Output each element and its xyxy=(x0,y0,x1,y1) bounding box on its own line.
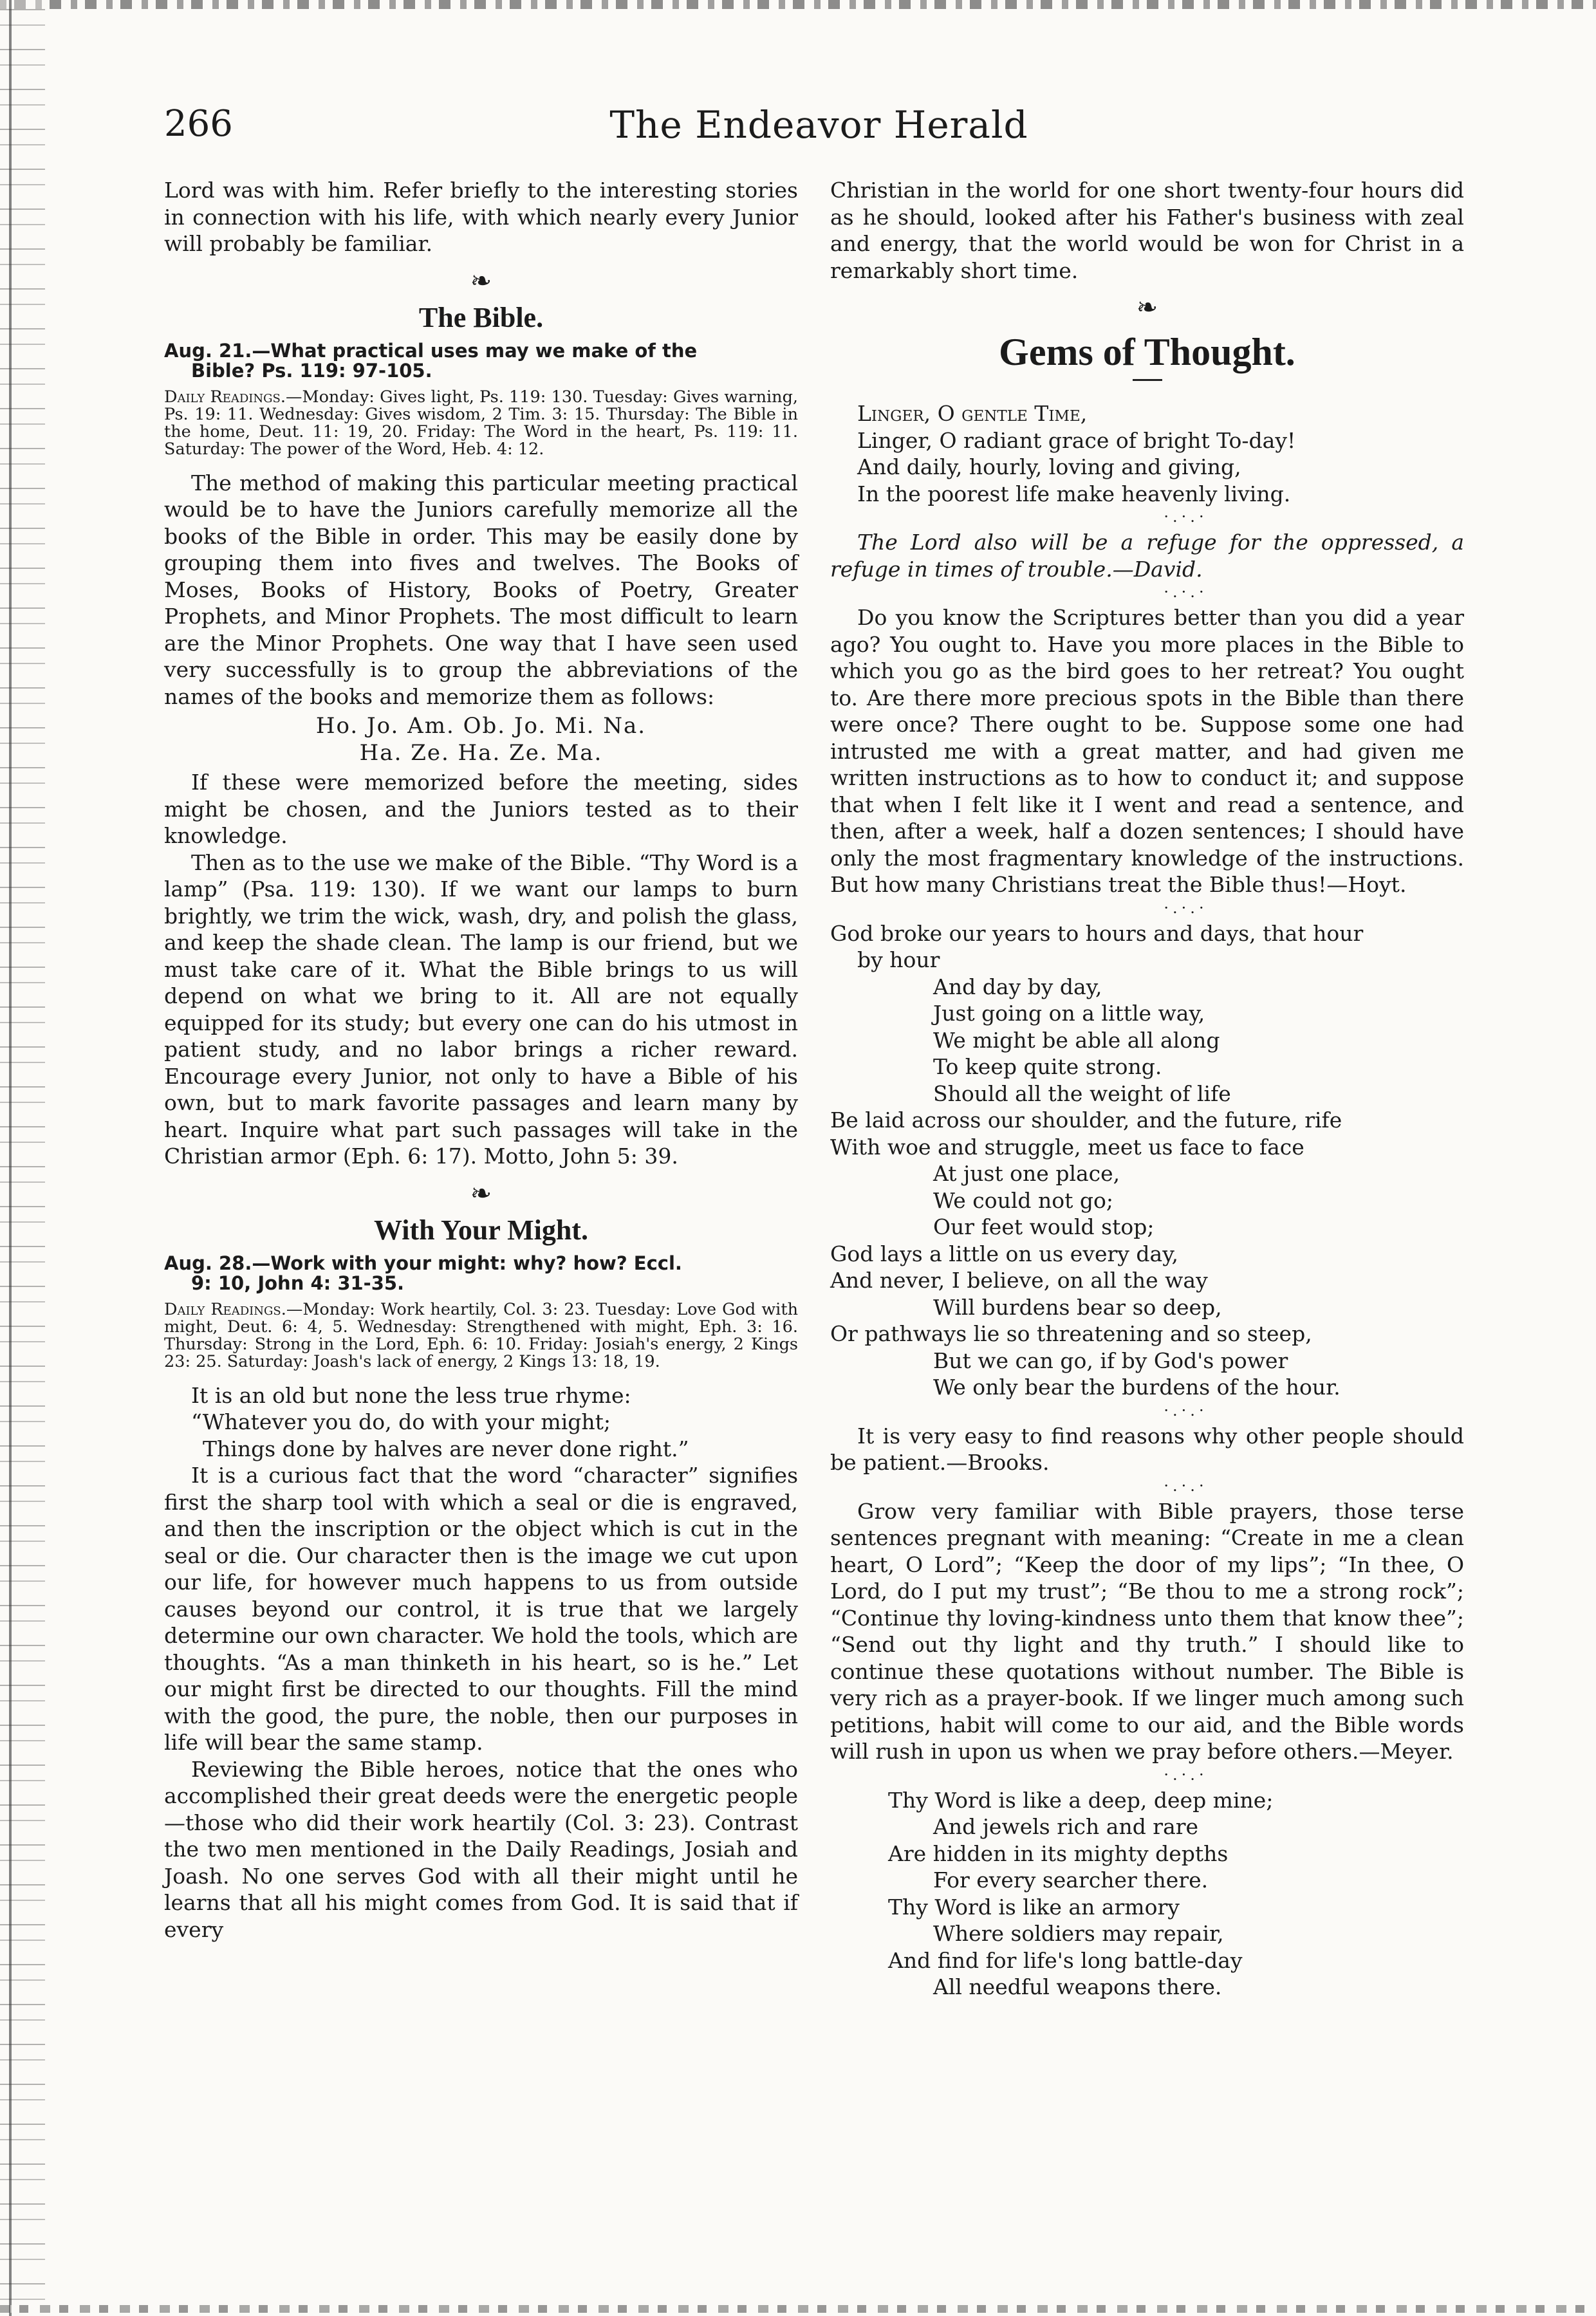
rhyme-line: Things done by halves are never done right.” xyxy=(203,1436,689,1461)
poem-line: Are hidden in its mighty depths xyxy=(888,1840,1229,1866)
poem-line: And day by day, xyxy=(933,974,1102,999)
dots-separator: ·.·.· xyxy=(1164,583,1208,601)
poem-line: We could not go; xyxy=(933,1187,1114,1213)
section-with-your-might xyxy=(164,1214,798,1943)
scan-bottom-edge xyxy=(0,2305,1596,2313)
poem-line: by hour xyxy=(857,947,940,972)
gem-quote-david: The Lord also will be a refuge for the oppressed, a refuge in times of trouble.—David. xyxy=(830,530,1464,582)
fleuron-ornament-icon: ❧ xyxy=(470,1178,492,1209)
scripture-reference-aug-21 xyxy=(164,341,798,381)
poem-line: But we can go, if by God's power xyxy=(933,1348,1288,1373)
daily-readings-label: Daily Readings. xyxy=(164,387,286,407)
body-paragraph: If these were memorized before the meeting, sides might be chosen, and the Juniors tested as to their knowledge. xyxy=(164,770,798,848)
poem-line: And daily, hourly, loving and giving, xyxy=(857,454,1241,479)
scan-left-rule xyxy=(9,0,12,2316)
poem-line: At just one place, xyxy=(933,1161,1120,1186)
gem-poem-hours-and-days xyxy=(830,920,1464,1401)
rhyme-line: “Whatever you do, do with your might; xyxy=(191,1409,611,1434)
poem-line: Will burdens bear so deep, xyxy=(933,1294,1222,1320)
poem-line: Should all the weight of life xyxy=(933,1080,1231,1106)
poem-line: We only bear the burdens of the hour. xyxy=(933,1375,1341,1400)
body-paragraph: Then as to the use we make of the Bible. “Thy Word is a lamp” (Psa. 119: 130). If we want our lamps to burn brightly, we trim the wick, wash, dry, and polish the glass, and keep the shade clean. The lamp is our friend, but we must take care of it. What the Bible brings to us will depend on what we bring to it. All are not equally equipped for its study; but every one can do his utmost in patient study, and no labor brings a richer reward. Encourage every Junior, not only to have a Bible of his own, but to mark favorite passages and learn many by heart. Inquire what part such passages will take in the Christian armor (Eph. 6: 17). Motto, John 5: 39. xyxy=(164,849,798,1169)
poem-line: We might be able all along xyxy=(933,1027,1220,1053)
scripture-line: Bible? Ps. 119: 97-105. xyxy=(191,359,432,382)
dots-separator: ·.·.· xyxy=(1164,1401,1208,1420)
poem-line: Thy Word is like an armory xyxy=(888,1894,1180,1920)
poem-line: God broke our years to hours and days, that hour xyxy=(830,920,1364,946)
daily-readings-text: —Monday: Work heartily, Col. 3: 23. Tuesday: Love God with might, Deut. 6: 4, 5. Wednesday: Strengthened with might, Eph. 3: 16. Thursday: Strong in the Lord, Eph. 6: 10. Friday: Josiah's energy, 2 Kings 23: 25. Saturday: Joash's lack of energy, 2 Kings 13: 18, 19. xyxy=(164,1299,798,1371)
poem-line: Linger, O gentle Time, xyxy=(857,401,1088,426)
prophet-abbreviations xyxy=(164,712,798,766)
title-rule xyxy=(1133,379,1162,381)
dots-separator: ·.·.· xyxy=(1164,1476,1208,1495)
section-the-bible xyxy=(164,301,798,1170)
poem-line: Just going on a little way, xyxy=(933,1001,1205,1026)
dots-separator: ·.·.· xyxy=(1164,1765,1208,1784)
poem-line: Be laid across our shoulder, and the future, rife xyxy=(830,1107,1342,1133)
section-heading-with-your-might: With Your Might. xyxy=(374,1214,588,1246)
scripture-reference-aug-28 xyxy=(164,1254,798,1293)
left-column xyxy=(164,177,798,1943)
poem-line: To keep quite strong. xyxy=(933,1054,1162,1079)
poem-line: Our feet would stop; xyxy=(933,1214,1155,1239)
poem-line: For every searcher there. xyxy=(933,1867,1209,1893)
dots-separator: ·.·.· xyxy=(1164,508,1208,526)
poem-line: With woe and struggle, meet us face to face xyxy=(830,1134,1304,1160)
gem-poem-linger xyxy=(830,400,1464,507)
right-intro-paragraph: Christian in the world for one short twenty-four hours did as he should, looked after his Father's business with zeal and energy, that the world would be won for Christ in a remarkably short time. xyxy=(830,178,1464,283)
fleuron-ornament-icon: ❧ xyxy=(470,266,492,296)
scripture-line: Aug. 28.—Work with your might: why? how? Eccl. xyxy=(164,1252,682,1274)
scripture-line: Aug. 21.—What practical uses may we make of the xyxy=(164,339,698,362)
daily-readings-label: Daily Readings. xyxy=(164,1299,286,1319)
page-header xyxy=(164,103,1474,154)
gem-quote-hoyt: Do you know the Scriptures better than you did a year ago? You ought to. Have you more places in the Bible to which you go as the bird goes to her retreat? You ought to. Are there more precious spots in the Bible than there were once? There ought to be. Suppose some one had intrusted me with a great matter, and had given me written instructions as to how to conduct it; and suppose that when I felt like it I went and read a sentence, and then, after a week, half a dozen sentences; I should have only the most fragmentary knowledge of the instructions. But how many Christians treat the Bible thus!—Hoyt. xyxy=(830,605,1464,897)
body-paragraph: Reviewing the Bible heroes, notice that the ones who accomplished their great deeds were the energetic people—those who did their work heartily (Col. 3: 23). Contrast the two men mentioned in the Daily Readings, Josiah and Joash. No one serves God with all their might until he learns that all his might comes from God. It is said that if every xyxy=(164,1756,798,1942)
body-paragraph: The method of making this particular meeting practical would be to have the Juniors carefully memorize all the books of the Bible in order. This may be easily done by grouping them into fives and twelves. The Books of Moses, Books of History, Books of Poetry, Greater Prophets, and Minor Prophets. The most difficult to learn are the Minor Prophets. One way that I have seen used very successfully is to group the abbreviations of the names of the books and memorize them as follows: xyxy=(164,470,798,709)
right-column xyxy=(830,177,1464,2005)
poem-line: And jewels rich and rare xyxy=(933,1814,1199,1839)
rhyme-quote xyxy=(164,1409,798,1462)
daily-readings-text: —Monday: Gives light, Ps. 119: 130. Tuesday: Gives warning, Ps. 19: 11. Wednesday: Gives wisdom, 2 Tim. 3: 15. Thursday: The Bible in the home, Deut. 11: 19, 20. Friday: The Word in the heart, Ps. 119: 11. Saturday: The power of the Word, Heb. 4: 12. xyxy=(164,387,799,459)
page-number: 266 xyxy=(164,103,233,145)
gem-poem-thy-word xyxy=(830,1787,1464,2001)
section-heading-the-bible: The Bible. xyxy=(418,301,544,333)
body-paragraph: It is a curious fact that the word “character” signifies first the sharp tool with which a seal or die is engraved, and then the inscription or the object which is cut in the seal or die. Our character then is the image we cut upon our life, for however much happens to us from outside causes beyond our control, it is true that we largely determine our own character. We hold the tools, which are thoughts. “As a man thinketh in his heart, so is he.” Let our might first be directed to our thoughts. Fill the mind with the good, the pure, the noble, then our purposes in life will bear the same stamp. xyxy=(164,1463,798,1755)
poem-line: Or pathways lie so threatening and so steep, xyxy=(830,1321,1312,1346)
poem-line: God lays a little on us every day, xyxy=(830,1241,1178,1266)
scripture-line: 9: 10, John 4: 31-35. xyxy=(191,1272,405,1294)
fleuron-ornament-icon: ❧ xyxy=(1136,293,1158,322)
scan-top-edge xyxy=(0,0,1596,9)
poem-line: Linger, O radiant grace of bright To-day! xyxy=(857,427,1296,453)
abbreviation-line: Ho. Jo. Am. Ob. Jo. Mi. Na. xyxy=(315,713,647,739)
dots-separator: ·.·.· xyxy=(1164,898,1208,917)
poem-line: In the poorest life make heavenly living. xyxy=(857,481,1291,506)
gem-quote-brooks: It is very easy to find reasons why other people should be patient.—Brooks. xyxy=(830,1423,1464,1475)
poem-line: Thy Word is like a deep, deep mine; xyxy=(888,1787,1274,1813)
body-paragraph: It is an old but none the less true rhyme: xyxy=(191,1382,631,1408)
daily-readings-aug-21 xyxy=(164,389,798,458)
abbreviation-line: Ha. Ze. Ha. Ze. Ma. xyxy=(359,740,603,766)
poem-line: And never, I believe, on all the way xyxy=(830,1268,1208,1293)
left-intro-paragraph: Lord was with him. Refer briefly to the interesting stories in connection with his life, with which nearly every Junior will probably be familiar. xyxy=(164,178,798,256)
poem-line: All needful weapons there. xyxy=(933,1974,1222,1999)
scan-left-margin xyxy=(0,0,45,2316)
daily-readings-aug-28 xyxy=(164,1301,798,1371)
gem-quote-meyer: Grow very familiar with Bible prayers, those terse sentences pregnant with meaning: “Create in me a clean heart, O Lord”; “Keep the door of my lips”; “In thee, O Lord, do I put my trust”; “Be thou to me a strong rock”; “Continue thy loving-kindness unto them that know thee”; “Send out thy light and thy truth.” I should like to continue these quotations without number. The Bible is very rich as a prayer-book. If we linger much among such petitions, habit will come to our aid, and the Bible words will rush in upon us when we pray before others.—Meyer. xyxy=(830,1498,1464,1764)
poem-line: And find for life's long battle-day xyxy=(888,1947,1243,1973)
poem-line: Where soldiers may repair, xyxy=(933,1921,1224,1946)
section-heading-gems-of-thought: Gems of Thought. xyxy=(999,331,1295,373)
page-title: The Endeavor Herald xyxy=(609,103,1028,147)
